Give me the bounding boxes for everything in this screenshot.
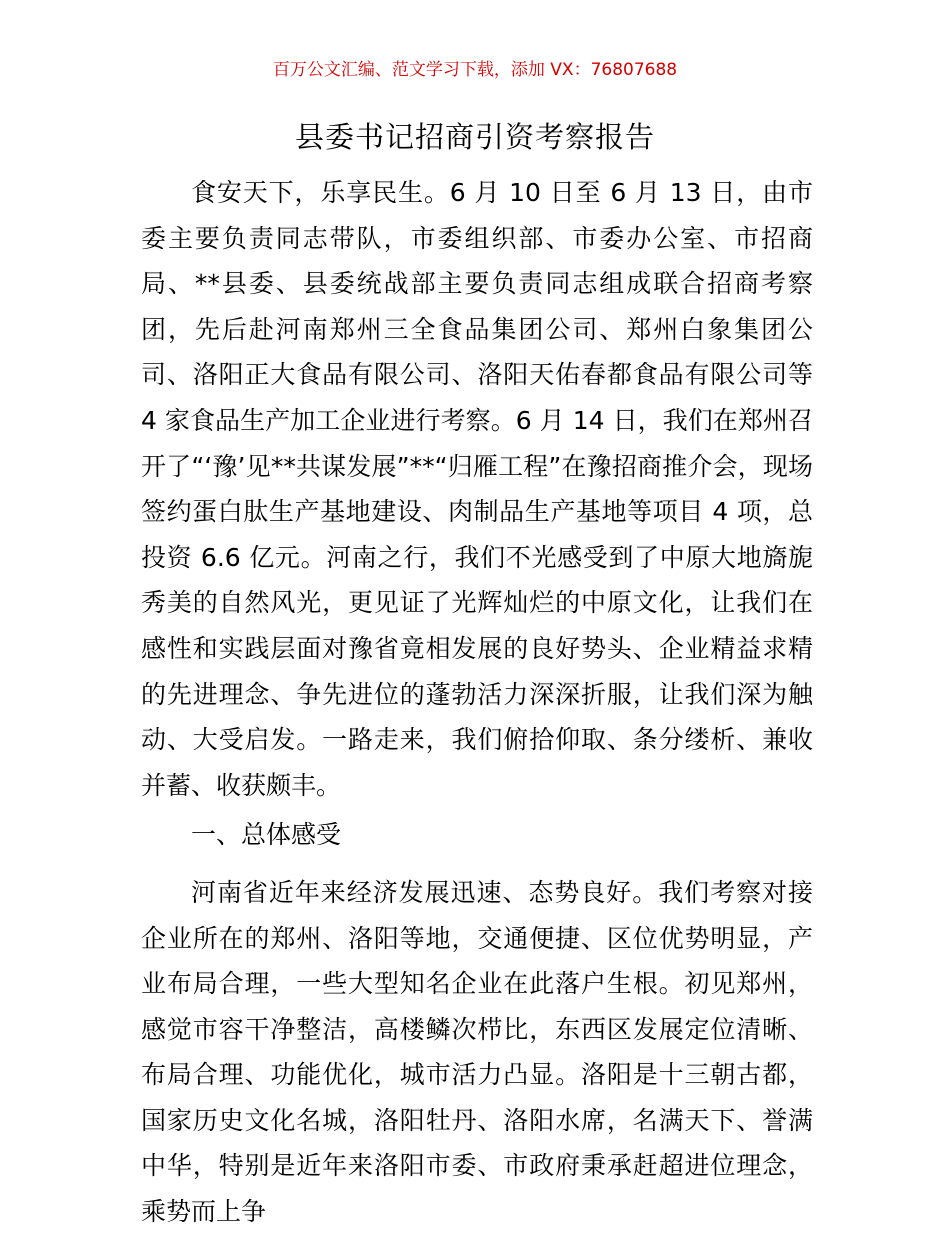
watermark-banner: 百万公文汇编、范文学习下载，添加 VX：76807688 bbox=[272, 60, 678, 80]
document-body bbox=[141, 170, 813, 1235]
paragraph-section-1: 河南省近年来经济发展迅速、态势良好。我们考察对接企业所在的郑州、洛阳等地，交通便捷、区位优势明显，产业布局合理，一些大型知名企业在此落户生根。初见郑州，感觉市容干净整洁，高楼鳞次栉比，东西区发展定位清晰、布局合理、功能优化，城市活力凸显。洛阳是十三朝古都，国家历史文化名城，洛阳牡丹、洛阳水席，名满天下、誉满中华，特别是近年来洛阳市委、市政府秉承赶超进位理念，乘势而上争 bbox=[141, 877, 813, 1227]
document-title: 县委书记招商引资考察报告 bbox=[294, 120, 655, 154]
section-heading: 一、总体感受 bbox=[191, 820, 342, 850]
paragraph-intro: 食安天下，乐享民生。6 月 10 日至 6 月 13 日，由市委主要负责同志带队，市委组织部、市委办公室、市招商局、**县委、县委统战部主要负责同志组成联合招商考察团，先后赴河南郑州三全食品集团公司、郑州白象集团公司、洛阳正大食品有限公司、洛阳天佑春都食品有限公司等 4 家食品生产加工企业进行考察。6 月 14 日，我们在郑州召开了“‘豫’见**共谋发展”**“归雁工程”在豫招商推介会，现场签约蛋白肽生产基地建设、肉制品生产基地等项目 4 项，总投资 6.6 亿元。河南之行，我们不光感受到了中原大地旖旎秀美的自然风光，更见证了光辉灿烂的中原文化，让我们在感性和实践层面对豫省竟相发展的良好势头、企业精益求精的先进理念、争先进位的蓬勃活力深深折服，让我们深为触动、大受启发。一路走来，我们俯拾仰取、条分缕析、兼收并蓄、收获颇丰。 bbox=[141, 178, 813, 800]
